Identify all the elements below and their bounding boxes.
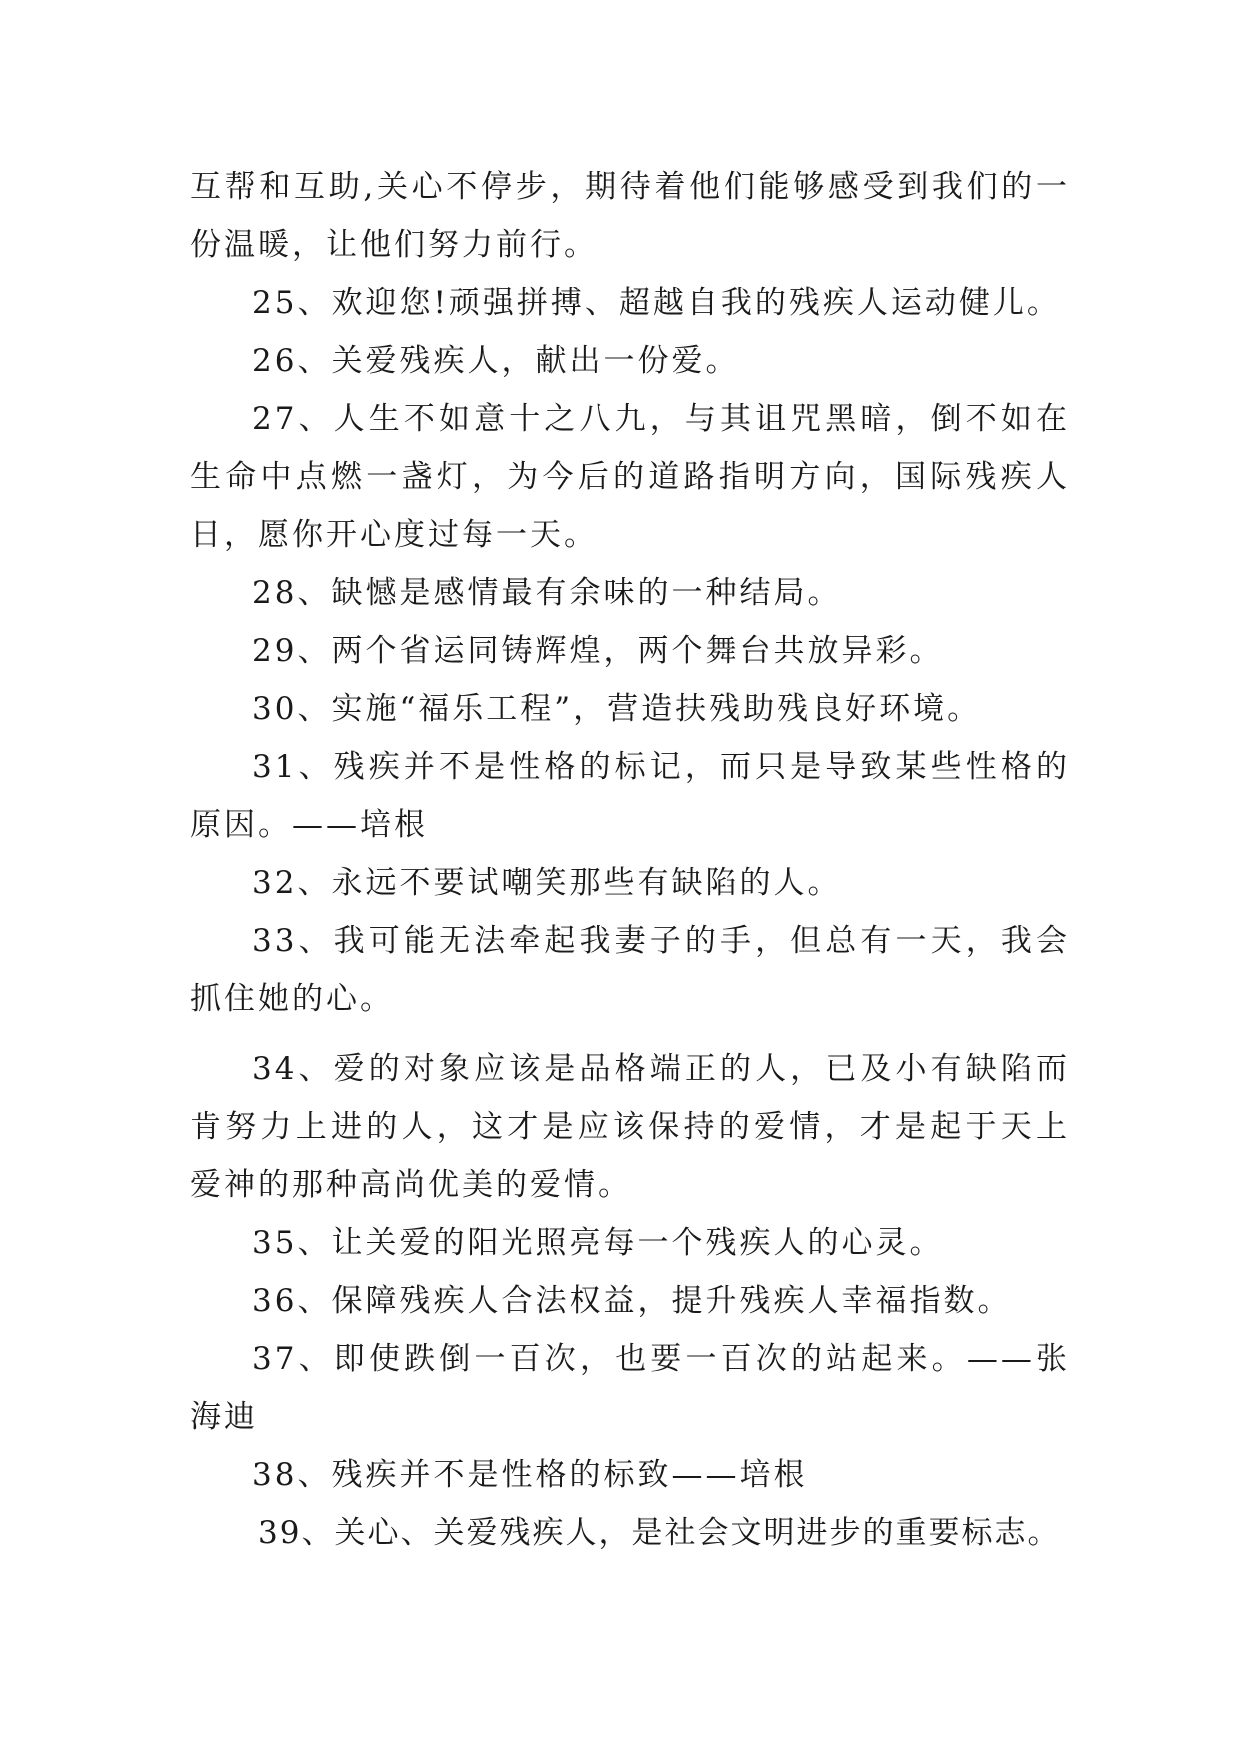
paragraph-item-38: 38、残疾并不是性格的标致——培根	[252, 1457, 808, 1493]
paragraph-item-27: 27、人生不如意十之八九，与其诅咒黑暗，倒不如在生命中点燃一盏灯，为今后的道路指明方向，国际残疾人日，愿你开心度过每一天。	[190, 401, 1070, 553]
paragraph-continuation: 互帮和互助,关心不停步，期待着他们能够感受到我们的一份温暖，让他们努力前行。	[190, 169, 1070, 263]
paragraph-item-28: 28、缺憾是感情最有余味的一种结局。	[252, 575, 842, 611]
document-body	[190, 158, 1070, 1562]
paragraph-item-31: 31、残疾并不是性格的标记，而只是导致某些性格的原因。——培根	[190, 749, 1070, 843]
paragraph-item-30: 30、实施“福乐工程”，营造扶残助残良好环境。	[252, 691, 982, 727]
paragraph-item-32: 32、永远不要试嘲笑那些有缺陷的人。	[252, 865, 842, 901]
paragraph-item-36: 36、保障残疾人合法权益，提升残疾人幸福指数。	[252, 1283, 1012, 1319]
paragraph-item-34: 34、爱的对象应该是品格端正的人，已及小有缺陷而肯努力上进的人，这才是应该保持的爱情，才是起于天上爱神的那种高尚优美的爱情。	[190, 1051, 1070, 1203]
paragraph-item-35: 35、让关爱的阳光照亮每一个残疾人的心灵。	[252, 1225, 944, 1261]
paragraph-item-26: 26、关爱残疾人，献出一份爱。	[252, 343, 740, 379]
paragraph-item-33: 33、我可能无法牵起我妻子的手，但总有一天，我会抓住她的心。	[190, 923, 1070, 1017]
paragraph-item-39: 39、关心、关爱残疾人，是社会文明进步的重要标志。	[258, 1515, 1061, 1551]
paragraph-item-25: 25、欢迎您!顽强拼搏、超越自我的残疾人运动健儿。	[252, 285, 1061, 321]
paragraph-item-29: 29、两个省运同铸辉煌，两个舞台共放异彩。	[252, 633, 944, 669]
paragraph-item-37: 37、即使跌倒一百次，也要一百次的站起来。——张海迪	[190, 1341, 1070, 1435]
